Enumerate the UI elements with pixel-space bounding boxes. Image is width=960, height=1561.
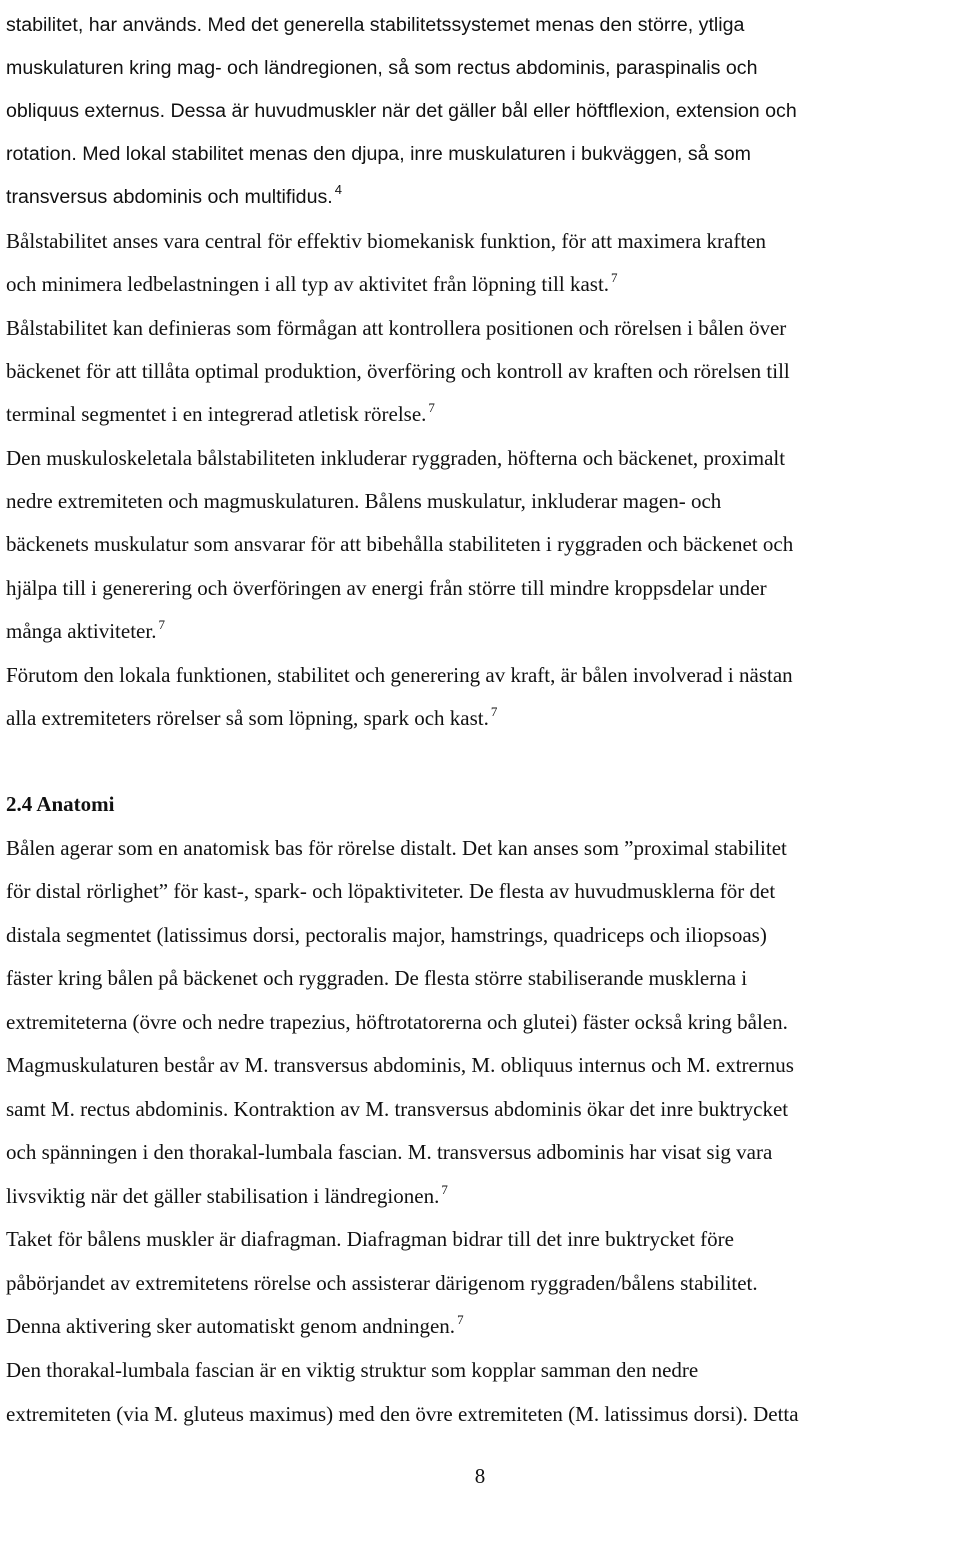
line-text: distala segmentet (latissimus dorsi, pectoralis major, hamstrings, quadriceps och iliopsoas) <box>6 923 767 947</box>
text-line <box>6 618 165 647</box>
text-line <box>6 705 497 734</box>
citation-superscript: 7 <box>158 617 165 632</box>
text-line <box>6 1226 734 1252</box>
line-text: Bålstabilitet kan definieras som förmågan att kontrollera positionen och rörelsen i bålen över <box>6 316 787 340</box>
text-line <box>6 1009 788 1035</box>
line-text: rotation. Med lokal stabilitet menas den djupa, inre muskulaturen i bukväggen, så som <box>6 143 751 165</box>
text-line <box>6 55 757 81</box>
line-text: transversus abdominis och multifidus. <box>6 186 333 208</box>
text-line <box>6 878 775 904</box>
line-text: Den muskuloskeletala bålstabiliteten inkluderar ryggraden, höfterna och bäckenet, proximalt <box>6 446 786 470</box>
text-line <box>6 835 787 861</box>
line-text: Bålstabilitet anses vara central för effektiv biomekanisk funktion, för att maximera kraften <box>6 229 767 253</box>
line-text: Taket för bålens muskler är diafragman. Diafragman bidrar till det inre buktrycket före <box>6 1227 734 1251</box>
line-text: livsviktig när det gäller stabilisation i ländregionen. <box>6 1184 440 1208</box>
line-text: extremiteten (via M. gluteus maximus) med den övre extremiteten (M. latissimus dorsi). Detta <box>6 1402 799 1426</box>
line-text: Förutom den lokala funktionen, stabilitet och generering av kraft, är bålen involverad i nästan <box>6 663 793 687</box>
text-line <box>6 1313 464 1342</box>
citation-superscript: 7 <box>611 270 618 285</box>
text-line <box>6 1096 788 1122</box>
text-line <box>6 184 342 212</box>
text-line <box>6 141 751 167</box>
citation-superscript: 7 <box>490 704 498 719</box>
citation-superscript: 4 <box>334 182 342 197</box>
text-line <box>6 922 767 948</box>
line-text: samt M. rectus abdominis. Kontraktion av M. transversus abdominis ökar det inre buktrycket <box>6 1097 789 1121</box>
text-line <box>6 575 767 601</box>
text-line <box>6 12 744 38</box>
line-text: 2.4 Anatomi <box>6 792 115 816</box>
line-text: många aktiviteter. <box>6 619 157 643</box>
text-line <box>6 531 793 557</box>
line-text: bäckenet för att tillåta optimal produktion, överföring och kontroll av kraften och rörelsen till <box>6 359 790 383</box>
line-text: bäckenets muskulatur som ansvarar för att bibehålla stabiliteten i ryggraden och bäckenet och <box>6 532 794 556</box>
text-line <box>6 662 793 688</box>
text-line <box>6 98 797 124</box>
line-text: extremiteterna (övre och nedre trapezius, höftrotatorerna och glutei) fäster också kring bålen. <box>6 1010 788 1034</box>
line-text: påbörjandet av extremitetens rörelse och assisterar därigenom ryggraden/bålens stabilitet. <box>6 1271 758 1295</box>
line-text: Denna aktivering sker automatiskt genom andningen. <box>6 1314 456 1338</box>
line-text: Den thorakal-lumbala fascian är en viktig struktur som kopplar samman den nedre <box>6 1358 699 1382</box>
text-line <box>6 1183 448 1212</box>
text-line <box>6 445 785 471</box>
line-text: och minimera ledbelastningen i all typ av aktivitet från löpning till kast. <box>6 272 610 296</box>
line-text: stabilitet, har används. Med det generella stabilitetssystemet menas den större, ytliga <box>6 14 745 36</box>
text-line <box>6 488 721 514</box>
line-text: Magmuskulaturen består av M. transversus abdominis, M. obliquus internus och M. extrernus <box>6 1053 794 1077</box>
line-text: och spänningen i den thorakal-lumbala fascian. M. transversus adbominis har visat sig vara <box>6 1140 773 1164</box>
line-text: Bålen agerar som en anatomisk bas för rörelse distalt. Det kan anses som ”proximal stabilitet <box>6 836 787 860</box>
text-line <box>6 965 747 991</box>
text-line <box>6 1270 758 1296</box>
line-text: obliquus externus. Dessa är huvudmuskler när det gäller bål eller höftflexion, extension och <box>6 100 797 122</box>
citation-superscript: 7 <box>441 1182 448 1197</box>
line-text: fäster kring bålen på bäckenet och ryggraden. De flesta större stabiliserande musklerna i <box>6 966 748 990</box>
text-line <box>6 1357 698 1383</box>
text-line <box>6 401 435 430</box>
text-line <box>6 1052 794 1078</box>
text-line <box>6 315 786 341</box>
text-line <box>6 1401 799 1427</box>
line-text: muskulaturen kring mag- och ländregionen, så som rectus abdominis, paraspinalis och <box>6 57 758 79</box>
line-text: alla extremiteters rörelser så som löpning, spark och kast. <box>6 706 489 730</box>
line-text: hjälpa till i generering och överföringen av energi från större till mindre kroppsdelar under <box>6 576 767 600</box>
line-text: nedre extremiteten och magmuskulaturen. Bålens muskulatur, inkluderar magen- och <box>6 489 722 513</box>
text-line <box>6 271 618 300</box>
line-text: för distal rörlighet” för kast-, spark- och löpaktiviteter. De flesta av huvudmusklerna för det <box>6 879 776 903</box>
text-line <box>6 358 790 384</box>
line-text: terminal segmentet i en integrerad atletisk rörelse. <box>6 402 427 426</box>
section-heading <box>6 791 115 817</box>
citation-superscript: 7 <box>428 400 435 415</box>
text-line <box>6 1139 772 1165</box>
text-line <box>6 228 766 254</box>
page-number: 8 <box>474 1464 486 1488</box>
citation-superscript: 7 <box>457 1312 464 1327</box>
